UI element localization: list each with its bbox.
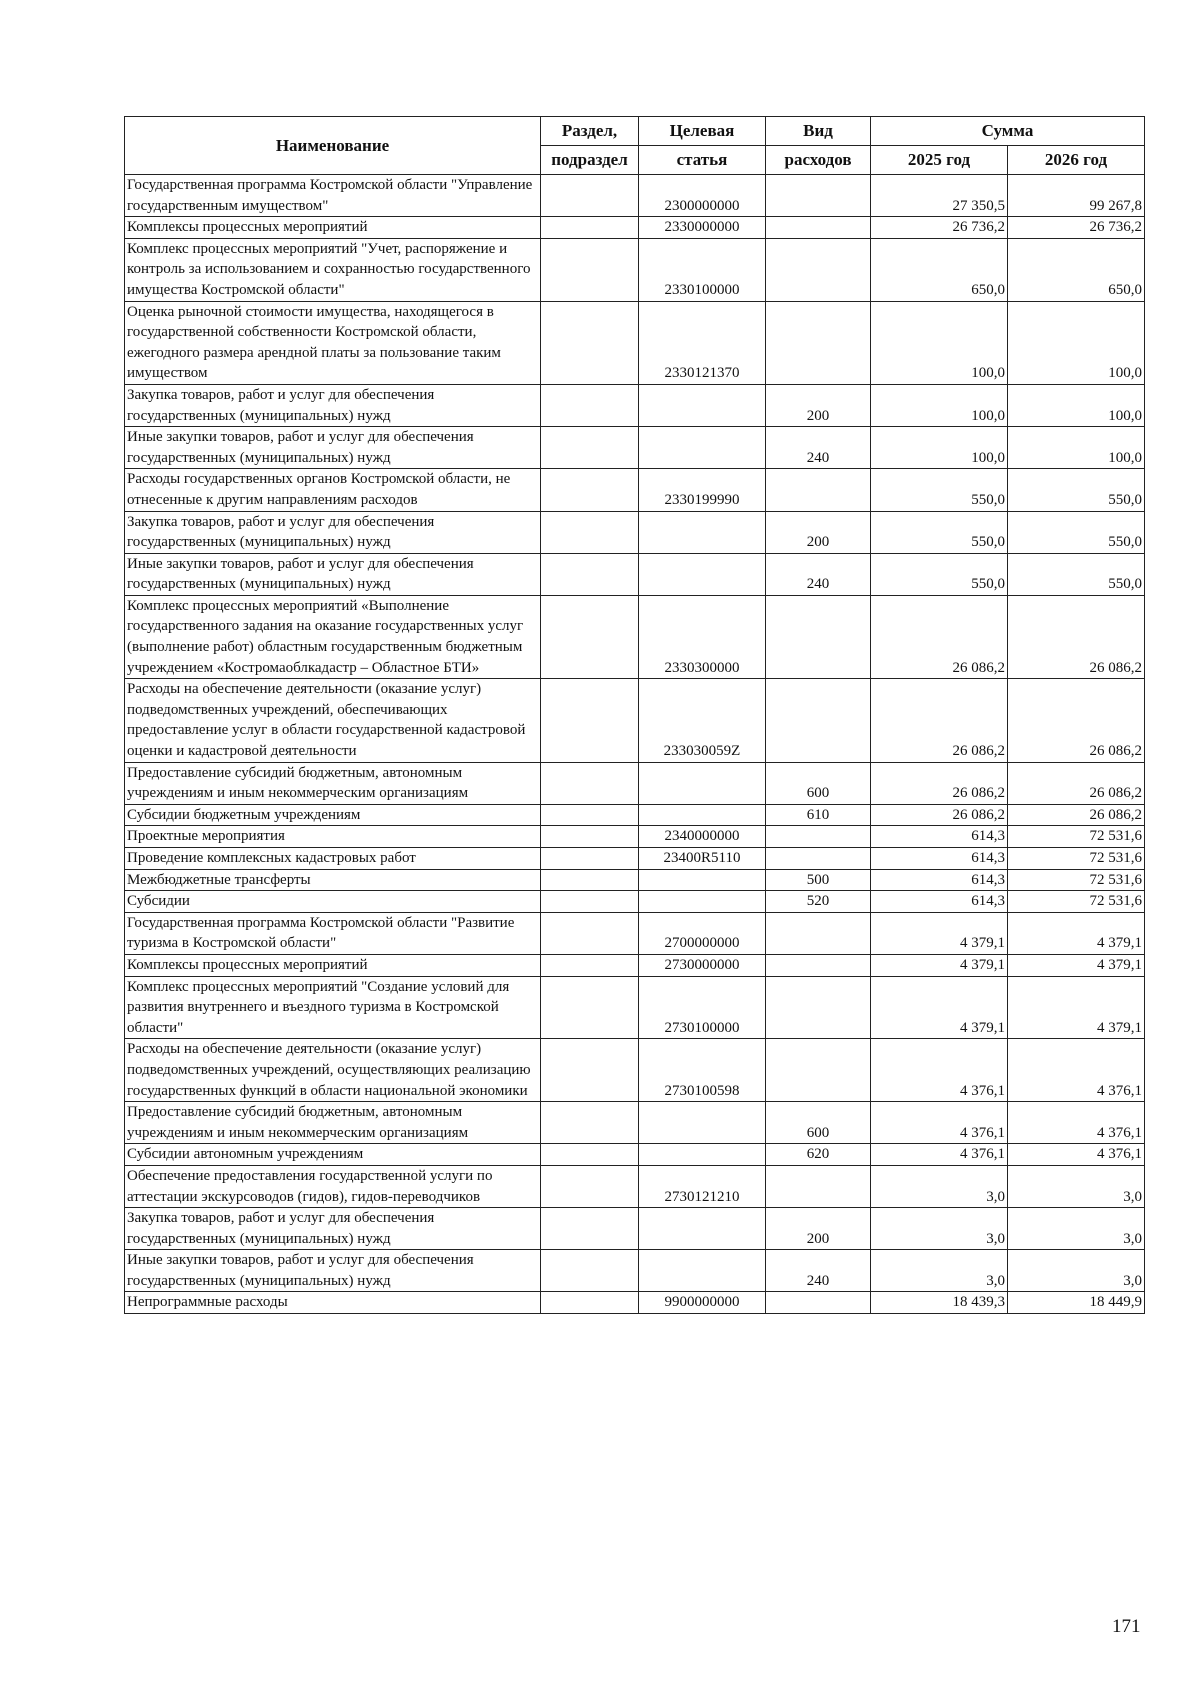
row-target-article bbox=[639, 1102, 766, 1144]
row-sum-2025: 4 379,1 bbox=[871, 976, 1008, 1039]
table-row bbox=[125, 679, 1145, 762]
row-razdel bbox=[541, 384, 639, 426]
row-sum-2025: 100,0 bbox=[871, 301, 1008, 384]
row-target-article bbox=[639, 1250, 766, 1292]
row-target-article bbox=[639, 1208, 766, 1250]
row-name: Иные закупки товаров, работ и услуг для обеспечения государственных (муниципальных) нужд bbox=[125, 1250, 541, 1292]
row-sum-2025: 18 439,3 bbox=[871, 1292, 1008, 1314]
row-sum-2025: 26 086,2 bbox=[871, 804, 1008, 826]
row-name: Комплексы процессных мероприятий bbox=[125, 954, 541, 976]
row-expense-type: 600 bbox=[766, 1102, 871, 1144]
row-name: Закупка товаров, работ и услуг для обеспечения государственных (муниципальных) нужд bbox=[125, 1208, 541, 1250]
table-row bbox=[125, 954, 1145, 976]
row-sum-2026: 100,0 bbox=[1008, 384, 1145, 426]
row-sum-2025: 550,0 bbox=[871, 469, 1008, 511]
row-razdel bbox=[541, 1165, 639, 1207]
row-name: Комплексы процессных мероприятий bbox=[125, 217, 541, 239]
row-sum-2026: 4 376,1 bbox=[1008, 1144, 1145, 1166]
row-target-article bbox=[639, 553, 766, 595]
row-expense-type: 240 bbox=[766, 553, 871, 595]
table-row bbox=[125, 976, 1145, 1039]
row-sum-2026: 550,0 bbox=[1008, 511, 1145, 553]
row-sum-2025: 100,0 bbox=[871, 384, 1008, 426]
row-name: Оценка рыночной стоимости имущества, находящегося в государственной собственности Костромской области, ежегодного размера арендной платы за пользование таким имуществом bbox=[125, 301, 541, 384]
row-target-article: 2700000000 bbox=[639, 912, 766, 954]
row-expense-type: 520 bbox=[766, 891, 871, 913]
row-expense-type bbox=[766, 238, 871, 301]
row-name: Закупка товаров, работ и услуг для обеспечения государственных (муниципальных) нужд bbox=[125, 384, 541, 426]
row-name: Проектные мероприятия bbox=[125, 826, 541, 848]
row-name: Межбюджетные трансферты bbox=[125, 869, 541, 891]
row-name: Непрограммные расходы bbox=[125, 1292, 541, 1314]
row-sum-2026: 3,0 bbox=[1008, 1165, 1145, 1207]
row-sum-2025: 3,0 bbox=[871, 1208, 1008, 1250]
table-row bbox=[125, 384, 1145, 426]
row-expense-type bbox=[766, 1292, 871, 1314]
row-sum-2026: 72 531,6 bbox=[1008, 869, 1145, 891]
row-target-article bbox=[639, 511, 766, 553]
table-row bbox=[125, 427, 1145, 469]
row-razdel bbox=[541, 679, 639, 762]
row-expense-type bbox=[766, 175, 871, 217]
row-name: Государственная программа Костромской области "Развитие туризма в Костромской области" bbox=[125, 912, 541, 954]
row-sum-2026: 26 736,2 bbox=[1008, 217, 1145, 239]
row-sum-2025: 27 350,5 bbox=[871, 175, 1008, 217]
row-razdel bbox=[541, 912, 639, 954]
table-row bbox=[125, 1039, 1145, 1102]
row-expense-type: 610 bbox=[766, 804, 871, 826]
row-name: Комплекс процессных мероприятий "Создание условий для развития внутреннего и въездного туризма в Костромской области" bbox=[125, 976, 541, 1039]
row-name: Комплекс процессных мероприятий «Выполнение государственного задания на оказание государственных услуг (выполнение работ) областным государственным бюджетным учреждением «Костромаоблкадастр – Областное БТИ» bbox=[125, 595, 541, 678]
row-target-article bbox=[639, 869, 766, 891]
row-sum-2026: 4 379,1 bbox=[1008, 976, 1145, 1039]
table-row bbox=[125, 217, 1145, 239]
row-razdel bbox=[541, 826, 639, 848]
row-razdel bbox=[541, 175, 639, 217]
row-name: Закупка товаров, работ и услуг для обеспечения государственных (муниципальных) нужд bbox=[125, 511, 541, 553]
header-vr-line1: Вид bbox=[766, 117, 871, 146]
row-expense-type bbox=[766, 976, 871, 1039]
row-sum-2026: 99 267,8 bbox=[1008, 175, 1145, 217]
row-name: Проведение комплексных кадастровых работ bbox=[125, 848, 541, 870]
table-row bbox=[125, 869, 1145, 891]
header-year-2025: 2025 год bbox=[871, 146, 1008, 175]
row-target-article bbox=[639, 1144, 766, 1166]
row-razdel bbox=[541, 511, 639, 553]
row-sum-2025: 26 736,2 bbox=[871, 217, 1008, 239]
row-target-article: 2330199990 bbox=[639, 469, 766, 511]
row-razdel bbox=[541, 469, 639, 511]
table-row bbox=[125, 238, 1145, 301]
table-row bbox=[125, 804, 1145, 826]
header-razdel-line1: Раздел, bbox=[541, 117, 639, 146]
row-razdel bbox=[541, 301, 639, 384]
row-name: Субсидии автономным учреждениям bbox=[125, 1144, 541, 1166]
row-expense-type: 240 bbox=[766, 427, 871, 469]
page-number: 171 bbox=[1112, 1616, 1141, 1637]
row-razdel bbox=[541, 238, 639, 301]
row-name: Комплекс процессных мероприятий "Учет, распоряжение и контроль за использованием и сохранностью государственного имущества Костромской области" bbox=[125, 238, 541, 301]
row-razdel bbox=[541, 848, 639, 870]
table-row bbox=[125, 175, 1145, 217]
row-expense-type: 200 bbox=[766, 511, 871, 553]
row-razdel bbox=[541, 217, 639, 239]
row-sum-2026: 100,0 bbox=[1008, 301, 1145, 384]
row-expense-type: 200 bbox=[766, 1208, 871, 1250]
row-expense-type: 600 bbox=[766, 762, 871, 804]
row-sum-2025: 550,0 bbox=[871, 553, 1008, 595]
table-row bbox=[125, 1165, 1145, 1207]
row-sum-2026: 3,0 bbox=[1008, 1250, 1145, 1292]
table-row bbox=[125, 1250, 1145, 1292]
row-sum-2026: 26 086,2 bbox=[1008, 679, 1145, 762]
row-expense-type bbox=[766, 954, 871, 976]
row-name: Иные закупки товаров, работ и услуг для обеспечения государственных (муниципальных) нужд bbox=[125, 427, 541, 469]
row-expense-type bbox=[766, 848, 871, 870]
row-expense-type: 620 bbox=[766, 1144, 871, 1166]
table-row bbox=[125, 1292, 1145, 1314]
header-year-2026: 2026 год bbox=[1008, 146, 1145, 175]
row-expense-type: 240 bbox=[766, 1250, 871, 1292]
row-target-article: 2330300000 bbox=[639, 595, 766, 678]
row-razdel bbox=[541, 1292, 639, 1314]
row-razdel bbox=[541, 553, 639, 595]
header-name: Наименование bbox=[125, 117, 541, 175]
table-body bbox=[125, 175, 1145, 1314]
budget-table bbox=[124, 116, 1145, 1314]
row-sum-2025: 614,3 bbox=[871, 891, 1008, 913]
row-sum-2025: 3,0 bbox=[871, 1165, 1008, 1207]
row-target-article bbox=[639, 762, 766, 804]
row-sum-2026: 72 531,6 bbox=[1008, 826, 1145, 848]
row-expense-type bbox=[766, 679, 871, 762]
row-razdel bbox=[541, 1208, 639, 1250]
table-row bbox=[125, 1144, 1145, 1166]
row-sum-2025: 4 379,1 bbox=[871, 912, 1008, 954]
row-name: Расходы государственных органов Костромской области, не отнесенные к другим направлениям расходов bbox=[125, 469, 541, 511]
row-sum-2026: 26 086,2 bbox=[1008, 762, 1145, 804]
row-expense-type bbox=[766, 1165, 871, 1207]
row-name: Государственная программа Костромской области "Управление государственным имуществом" bbox=[125, 175, 541, 217]
row-target-article: 2730121210 bbox=[639, 1165, 766, 1207]
row-target-article bbox=[639, 427, 766, 469]
row-target-article: 2730100598 bbox=[639, 1039, 766, 1102]
row-name: Иные закупки товаров, работ и услуг для обеспечения государственных (муниципальных) нужд bbox=[125, 553, 541, 595]
table-row bbox=[125, 595, 1145, 678]
row-expense-type bbox=[766, 469, 871, 511]
table-row bbox=[125, 762, 1145, 804]
row-target-article: 2330100000 bbox=[639, 238, 766, 301]
row-sum-2026: 72 531,6 bbox=[1008, 848, 1145, 870]
row-expense-type bbox=[766, 1039, 871, 1102]
row-expense-type bbox=[766, 301, 871, 384]
table-row bbox=[125, 912, 1145, 954]
row-razdel bbox=[541, 762, 639, 804]
row-sum-2025: 4 376,1 bbox=[871, 1102, 1008, 1144]
row-razdel bbox=[541, 595, 639, 678]
row-sum-2026: 18 449,9 bbox=[1008, 1292, 1145, 1314]
row-target-article: 2730000000 bbox=[639, 954, 766, 976]
row-razdel bbox=[541, 976, 639, 1039]
row-expense-type bbox=[766, 912, 871, 954]
row-sum-2026: 4 376,1 bbox=[1008, 1102, 1145, 1144]
row-razdel bbox=[541, 1039, 639, 1102]
row-target-article: 2300000000 bbox=[639, 175, 766, 217]
row-target-article: 2730100000 bbox=[639, 976, 766, 1039]
row-expense-type: 500 bbox=[766, 869, 871, 891]
row-expense-type: 200 bbox=[766, 384, 871, 426]
row-name: Обеспечение предоставления государственной услуги по аттестации экскурсоводов (гидов), гидов-переводчиков bbox=[125, 1165, 541, 1207]
row-sum-2026: 4 376,1 bbox=[1008, 1039, 1145, 1102]
row-sum-2026: 3,0 bbox=[1008, 1208, 1145, 1250]
header-vr-line2: расходов bbox=[766, 146, 871, 175]
row-sum-2026: 4 379,1 bbox=[1008, 912, 1145, 954]
table-row bbox=[125, 469, 1145, 511]
header-cs-line2: статья bbox=[639, 146, 766, 175]
row-razdel bbox=[541, 869, 639, 891]
row-razdel bbox=[541, 804, 639, 826]
table-row bbox=[125, 891, 1145, 913]
row-name: Предоставление субсидий бюджетным, автономным учреждениям и иным некоммерческим организациям bbox=[125, 762, 541, 804]
row-sum-2026: 26 086,2 bbox=[1008, 804, 1145, 826]
row-sum-2026: 26 086,2 bbox=[1008, 595, 1145, 678]
row-sum-2026: 72 531,6 bbox=[1008, 891, 1145, 913]
row-sum-2026: 650,0 bbox=[1008, 238, 1145, 301]
row-razdel bbox=[541, 1144, 639, 1166]
row-sum-2025: 100,0 bbox=[871, 427, 1008, 469]
row-razdel bbox=[541, 1250, 639, 1292]
row-sum-2025: 26 086,2 bbox=[871, 595, 1008, 678]
row-target-article: 2330000000 bbox=[639, 217, 766, 239]
row-sum-2025: 3,0 bbox=[871, 1250, 1008, 1292]
row-name: Расходы на обеспечение деятельности (оказание услуг) подведомственных учреждений, обеспечивающих предоставление услуг в области государственной кадастровой оценки и кадастровой деятельности bbox=[125, 679, 541, 762]
row-expense-type bbox=[766, 217, 871, 239]
header-razdel-line2: подраздел bbox=[541, 146, 639, 175]
row-sum-2025: 4 379,1 bbox=[871, 954, 1008, 976]
row-target-article: 2330121370 bbox=[639, 301, 766, 384]
table-row bbox=[125, 848, 1145, 870]
row-name: Субсидии bbox=[125, 891, 541, 913]
row-target-article bbox=[639, 891, 766, 913]
row-target-article: 233030059Z bbox=[639, 679, 766, 762]
header-sum: Сумма bbox=[871, 117, 1145, 146]
row-sum-2026: 550,0 bbox=[1008, 553, 1145, 595]
table-row bbox=[125, 511, 1145, 553]
row-name: Субсидии бюджетным учреждениям bbox=[125, 804, 541, 826]
row-sum-2025: 650,0 bbox=[871, 238, 1008, 301]
row-target-article bbox=[639, 804, 766, 826]
row-expense-type bbox=[766, 595, 871, 678]
row-sum-2025: 550,0 bbox=[871, 511, 1008, 553]
row-target-article bbox=[639, 384, 766, 426]
row-sum-2025: 26 086,2 bbox=[871, 679, 1008, 762]
row-target-article: 2340000000 bbox=[639, 826, 766, 848]
row-razdel bbox=[541, 1102, 639, 1144]
row-sum-2025: 4 376,1 bbox=[871, 1144, 1008, 1166]
row-sum-2025: 26 086,2 bbox=[871, 762, 1008, 804]
row-sum-2025: 614,3 bbox=[871, 869, 1008, 891]
row-target-article: 9900000000 bbox=[639, 1292, 766, 1314]
row-target-article: 23400R5110 bbox=[639, 848, 766, 870]
row-razdel bbox=[541, 954, 639, 976]
table-row bbox=[125, 826, 1145, 848]
table-row bbox=[125, 1102, 1145, 1144]
table-row bbox=[125, 553, 1145, 595]
row-sum-2025: 4 376,1 bbox=[871, 1039, 1008, 1102]
header-cs-line1: Целевая bbox=[639, 117, 766, 146]
row-sum-2026: 100,0 bbox=[1008, 427, 1145, 469]
table-row bbox=[125, 301, 1145, 384]
row-sum-2025: 614,3 bbox=[871, 826, 1008, 848]
table-row bbox=[125, 1208, 1145, 1250]
row-sum-2025: 614,3 bbox=[871, 848, 1008, 870]
table-header bbox=[125, 117, 1145, 175]
row-name: Расходы на обеспечение деятельности (оказание услуг) подведомственных учреждений, осуществляющих реализацию государственных функций в области национальной экономики bbox=[125, 1039, 541, 1102]
row-razdel bbox=[541, 891, 639, 913]
row-sum-2026: 550,0 bbox=[1008, 469, 1145, 511]
row-name: Предоставление субсидий бюджетным, автономным учреждениям и иным некоммерческим организациям bbox=[125, 1102, 541, 1144]
row-razdel bbox=[541, 427, 639, 469]
row-sum-2026: 4 379,1 bbox=[1008, 954, 1145, 976]
row-expense-type bbox=[766, 826, 871, 848]
